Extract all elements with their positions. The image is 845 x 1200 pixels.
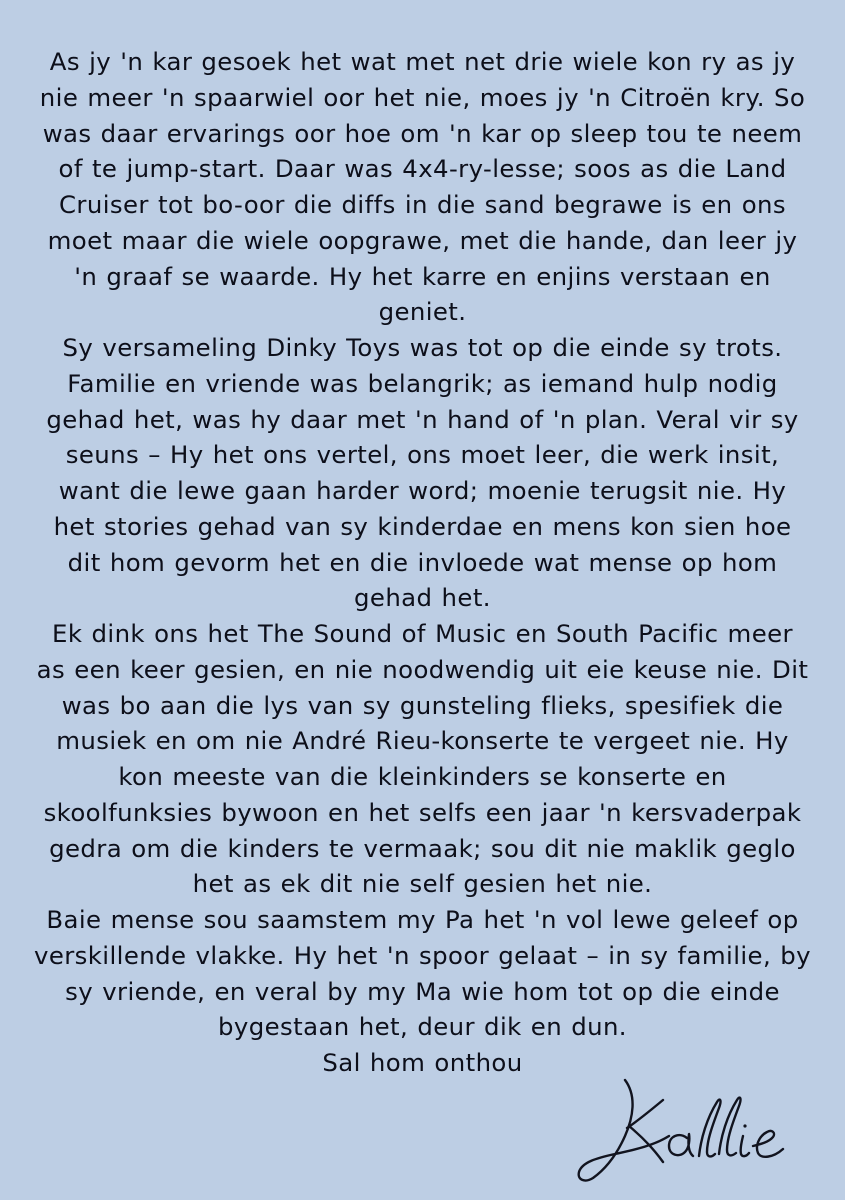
closing-line: Sal hom onthou	[322, 1048, 523, 1077]
paragraph-4: Baie mense sou saamstem my Pa het 'n vol lewe geleef op verskillende vlakke. Hy het 'n spoor gelaat – in sy familie, by sy vriende, en veral by my Ma wie hom tot op die einde bygestaan het, deur dik en dun.	[34, 905, 811, 1042]
signature	[567, 1074, 797, 1184]
tribute-text-body	[34, 44, 811, 1081]
paragraph-1: As jy 'n kar gesoek het wat met net drie wiele kon ry as jy nie meer 'n spaarwiel oor het nie, moes jy 'n Citroën kry. So was daar ervarings oor hoe om 'n kar op sleep tou te neem of te jump-start. Daar was 4x4-ry-lesse; soos as die Land Cruiser tot bo-oor die diffs in die sand begrawe is en ons moet maar die wiele oopgrawe, met die hande, dan leer jy 'n graaf se waarde. Hy het karre en enjins verstaan en geniet.	[39, 47, 806, 327]
paragraph-3: Ek dink ons het The Sound of Music en South Pacific meer as een keer gesien, en nie noodwendig uit eie keuse nie. Dit was bo aan die lys van sy gunsteling flieks, spesifiek die musiek en om nie André Rieu-konserte te vergeet nie. Hy kon meeste van die kleinkinders se konserte en skoolfunksies bywoon en het selfs een jaar 'n kersvaderpak gedra om die kinders te vermaak; sou dit nie maklik geglo het as ek dit nie self gesien het nie.	[36, 619, 809, 899]
paragraph-2: Sy versameling Dinky Toys was tot op die einde sy trots. Familie en vriende was belangrik; as iemand hulp nodig gehad het, was hy daar met 'n hand of 'n plan. Veral vir sy seuns – Hy het ons vertel, ons moet leer, die werk insit, want die lewe gaan harder word; moenie terugsit nie. Hy het stories gehad van sy kinderdae en mens kon sien hoe dit hom gevorm het en die invloede wat mense op hom gehad het.	[46, 333, 799, 613]
